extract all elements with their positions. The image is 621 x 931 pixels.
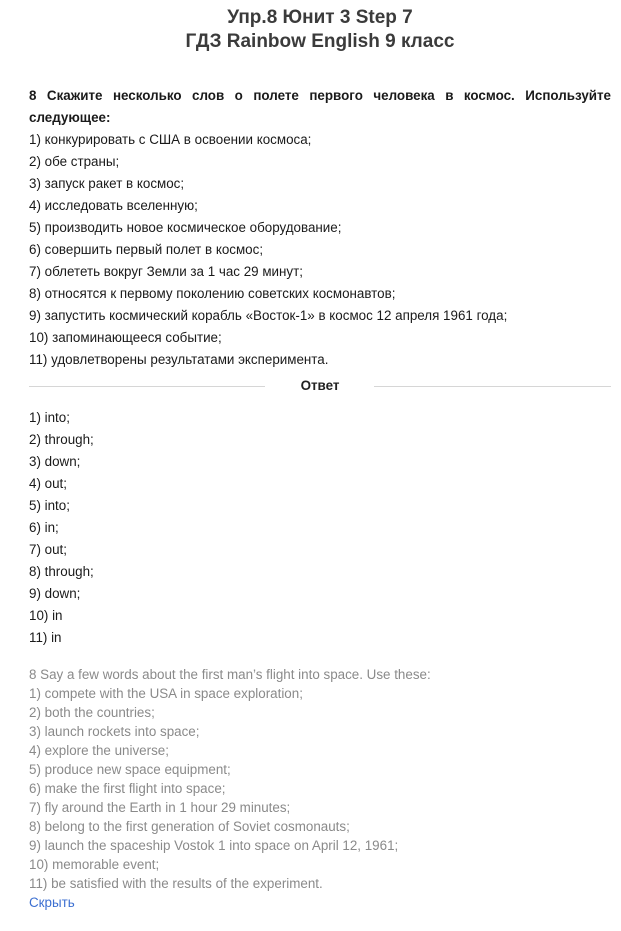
- answer-divider: [29, 375, 611, 397]
- answer-item: 6) in;: [29, 520, 59, 535]
- task-item: 6) совершить первый полет в космос;: [29, 242, 264, 257]
- answer-item: 5) into;: [29, 498, 70, 513]
- answer-item: 8) through;: [29, 564, 94, 579]
- answer-item: 3) down;: [29, 454, 81, 469]
- task-item: 9) запустить космический корабль «Восток-1» в космос 12 апреля 1961 года;: [29, 308, 508, 323]
- answer-label: Ответ: [300, 378, 340, 393]
- translation-item: 10) memorable event;: [29, 857, 160, 872]
- task-item: 10) запоминающееся событие;: [29, 330, 222, 345]
- task-item: 11) удовлетворены результатами эксперимента.: [29, 352, 329, 367]
- translation-item: 2) both the countries;: [29, 705, 155, 720]
- translation-item: 1) compete with the USA in space exploration;: [29, 686, 303, 701]
- translation-heading: 8 Say a few words about the first man’s flight into space. Use these:: [29, 667, 431, 682]
- translation-item: 11) be satisfied with the results of the experiment.: [29, 876, 323, 891]
- hide-link[interactable]: Скрыть: [29, 895, 75, 910]
- answer-item: 7) out;: [29, 542, 67, 557]
- translation-item: 4) explore the universe;: [29, 743, 169, 758]
- answer-item: 4) out;: [29, 476, 67, 491]
- page-title-line-1: Упр.8 Юнит 3 Step 7: [227, 7, 413, 28]
- page-title: [29, 6, 611, 54]
- answer-item: 10) in: [29, 608, 63, 623]
- task-item: 2) обе страны;: [29, 154, 120, 169]
- translation-item: 7) fly around the Earth in 1 hour 29 minutes;: [29, 800, 291, 815]
- translation-item: 8) belong to the first generation of Soviet cosmonauts;: [29, 819, 350, 834]
- translation-item: 9) launch the spaceship Vostok 1 into space on April 12, 1961;: [29, 838, 399, 853]
- answers-list: [29, 407, 611, 649]
- task-block: [29, 85, 611, 371]
- translation-item: 5) produce new space equipment;: [29, 762, 231, 777]
- task-item: 3) запуск ракет в космос;: [29, 176, 185, 191]
- translation-block: [29, 665, 611, 893]
- page-title-line-2: ГДЗ Rainbow English 9 класс: [185, 31, 455, 52]
- translation-item: 6) make the first flight into space;: [29, 781, 226, 796]
- answer-item: 1) into;: [29, 410, 70, 425]
- answer-item: 2) through;: [29, 432, 94, 447]
- translation-item: 3) launch rockets into space;: [29, 724, 200, 739]
- divider-line-right: [374, 386, 611, 387]
- task-item: 4) исследовать вселенную;: [29, 198, 198, 213]
- task-item: 7) облететь вокруг Земли за 1 час 29 минут;: [29, 264, 303, 279]
- task-item: 8) относятся к первому поколению советских космонавтов;: [29, 286, 396, 301]
- task-item: 1) конкурировать с США в освоении космоса;: [29, 132, 312, 147]
- task-heading: 8 Скажите несколько слов о полете первого человека в космос. Используйте следующее:: [29, 88, 611, 125]
- page-content: [29, 0, 611, 913]
- answer-item: 11) in: [29, 630, 62, 645]
- task-item: 5) производить новое космическое оборудование;: [29, 220, 342, 235]
- answer-item: 9) down;: [29, 586, 81, 601]
